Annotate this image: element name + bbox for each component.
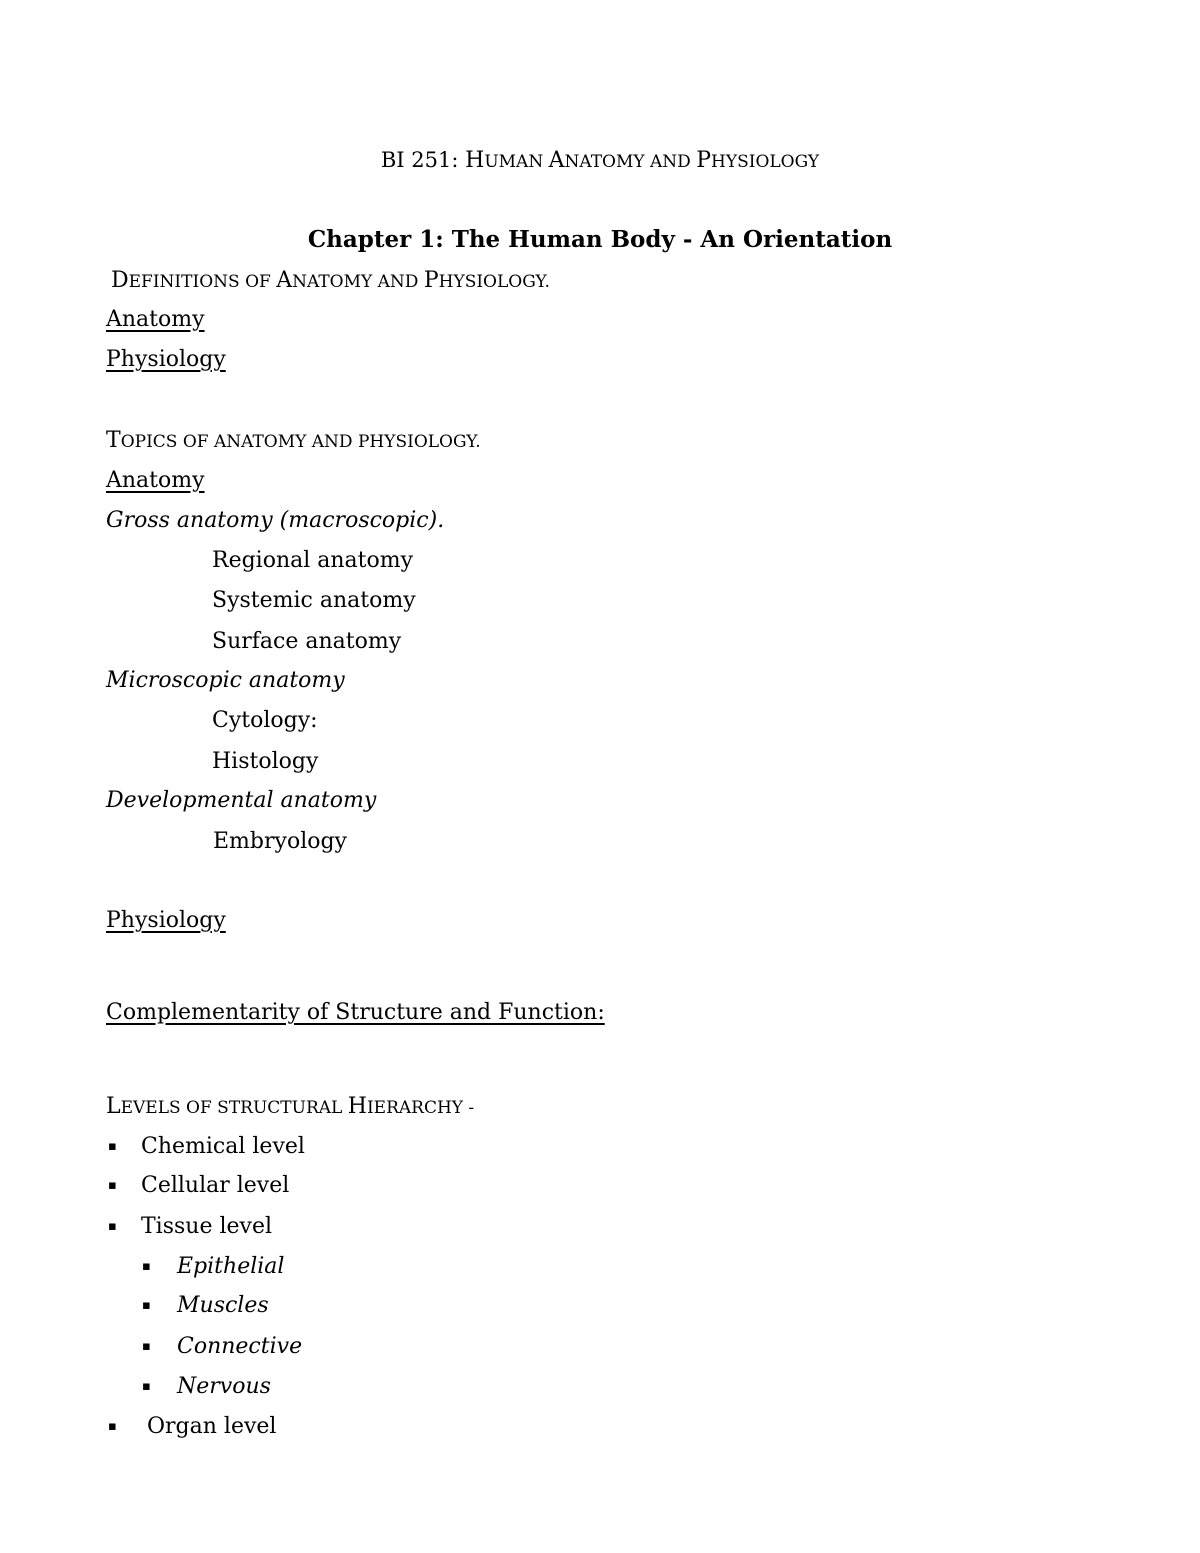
course-title-cap-1: H [465,148,485,173]
gross-anatomy: Gross anatomy (macroscopic). [106,508,445,533]
bullet-icon: ▪ [142,1339,151,1354]
bullet-icon: ▪ [108,1139,117,1154]
tissue-epithelial: Epithelial [177,1254,285,1279]
complementarity-heading: Complementarity of Structure and Function: [106,1000,605,1025]
definitions-rest-1: EFINITIONS OF [128,272,277,292]
levels-cap-1: L [106,1094,121,1119]
course-title-rest-2: NATOMY AND [564,152,697,172]
levels-rest-1: EVELS OF STRUCTURAL [120,1098,348,1118]
course-title-rest-1: UMAN [484,152,549,172]
developmental-anatomy: Developmental anatomy [106,788,377,813]
bullet-icon: ▪ [108,1178,117,1193]
topics-cap-1: T [106,428,121,453]
chapter-title: Chapter 1: The Human Body - An Orientation [307,226,893,253]
tissue-connective: Connective [177,1334,303,1359]
definitions-rest-2: NATOMY AND [292,272,424,292]
bullet-icon: ▪ [142,1379,151,1394]
definition-physiology: Physiology [106,347,226,372]
definitions-rest-3: HYSIOLOGY. [438,272,550,292]
course-title-cap-2: A [548,148,565,173]
topics-anatomy: Anatomy [106,468,205,493]
level-organ: Organ level [147,1414,277,1439]
levels-rest-2: IERARCHY - [366,1098,475,1118]
topics-rest-1: OPICS OF ANATOMY AND PHYSIOLOGY. [120,432,481,452]
level-chemical: Chemical level [141,1134,305,1159]
cytology: Cytology: [212,708,318,733]
course-code: BI 251: [380,148,466,172]
levels-cap-2: H [347,1094,367,1119]
surface-anatomy: Surface anatomy [212,629,402,654]
definitions-cap-3: P [423,268,439,293]
definitions-cap-2: A [276,268,293,293]
bullet-icon: ▪ [108,1419,117,1434]
topics-physiology: Physiology [106,908,226,933]
definition-anatomy: Anatomy [106,307,205,332]
section-heading-definitions [111,267,550,296]
section-heading-topics [106,427,481,456]
embryology: Embryology [213,829,347,854]
microscopic-anatomy: Microscopic anatomy [106,668,345,693]
systemic-anatomy: Systemic anatomy [212,588,416,613]
histology: Histology [212,749,319,774]
level-cellular: Cellular level [141,1173,290,1198]
course-title-rest-3: HYSIOLOGY [711,152,820,172]
level-tissue: Tissue level [141,1214,273,1239]
bullet-icon: ▪ [108,1219,117,1234]
definitions-cap-1: D [111,268,129,293]
regional-anatomy: Regional anatomy [212,548,414,573]
section-heading-levels [106,1093,474,1122]
tissue-nervous: Nervous [177,1374,271,1399]
bullet-icon: ▪ [142,1259,151,1274]
course-title [0,146,1200,176]
tissue-muscles: Muscles [177,1293,269,1318]
bullet-icon: ▪ [142,1298,151,1313]
course-title-cap-3: P [696,148,712,173]
